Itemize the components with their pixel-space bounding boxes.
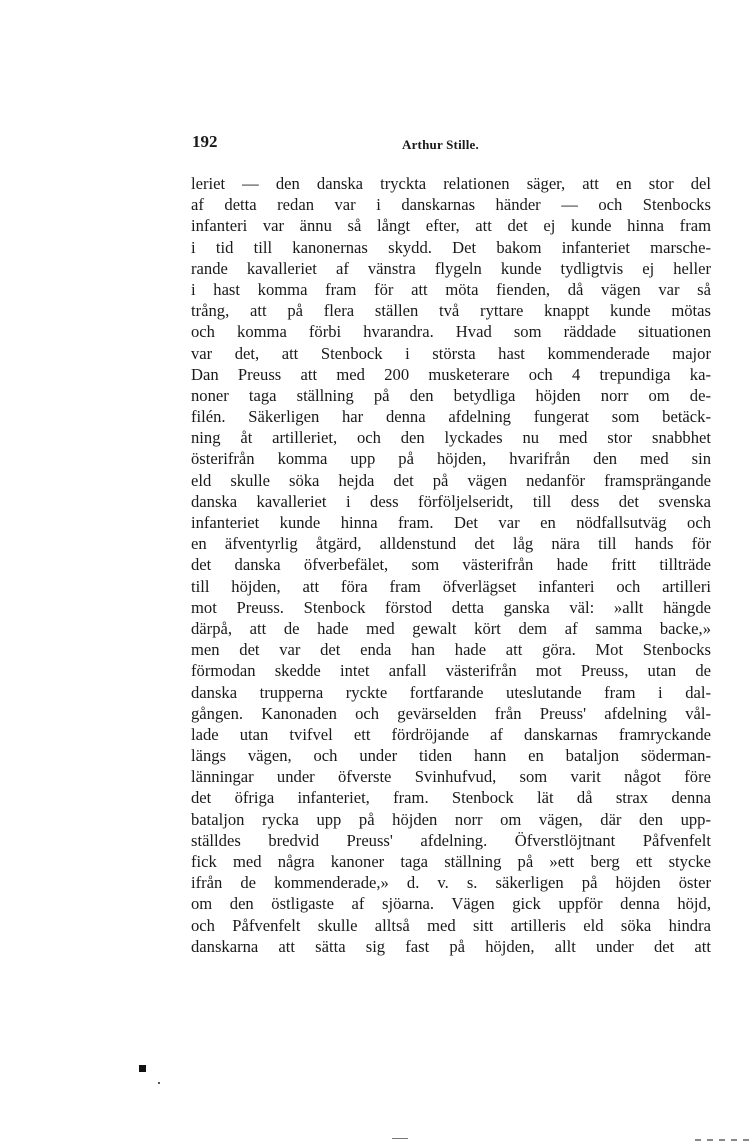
text-line: infanteri var ännu så långt efter, att det ej kunde hinna fram bbox=[191, 216, 711, 236]
text-line: ifrån de kommenderade,» d. v. s. säkerligen på höjden öster bbox=[191, 873, 711, 893]
text-line: eld skulle söka hejda det på vägen nedanför framsprängande bbox=[191, 470, 711, 490]
text-line: var det, att Stenbock i största hast kommenderade major bbox=[191, 343, 711, 363]
text-line: och komma förbi hvarandra. Hvad som räddade situationen bbox=[191, 322, 711, 342]
text-line: filén. Säkerligen har denna afdelning fungerat som betäck- bbox=[191, 407, 711, 427]
text-line: infanteriet kunde hinna fram. Det var en nödfallsutväg och bbox=[191, 513, 711, 532]
text-line: ning åt artilleriet, och den lyckades nu med stor snabbhet bbox=[191, 428, 711, 448]
speck bbox=[158, 1082, 160, 1084]
text-line: förmodan skedde intet anfall västerifrån mot Preuss, utan de bbox=[191, 661, 711, 681]
text-line: det danska öfverbefälet, som västerifrån hade fritt tillträde bbox=[191, 555, 711, 575]
text-line: till höjden, att föra fram öfverlägset infanteri och artilleri bbox=[191, 576, 711, 596]
text-line: men det var det enda han hade att göra. Mot Stenbocks bbox=[191, 640, 711, 660]
text-line: och Påfvenfelt skulle alltså med sitt artilleris eld söka hindra bbox=[191, 915, 711, 935]
edge-marks bbox=[695, 1139, 750, 1141]
text-line: en äfventyrlig åtgärd, alldenstund det låg nära till hands för bbox=[191, 534, 711, 554]
text-line: leriet — den danska tryckta relationen säger, att en stor del bbox=[191, 174, 711, 193]
text-line: det öfriga infanteriet, fram. Stenbock lät då strax denna bbox=[191, 788, 711, 808]
text-line: danska kavalleriet i dess förföljelseridt, till dess det svenska bbox=[191, 491, 711, 511]
body-text bbox=[191, 173, 711, 957]
page-number: 192 bbox=[192, 132, 218, 151]
text-line: i hast komma fram för att möta fienden, då vägen var så bbox=[191, 279, 711, 299]
text-line: trång, att på flera ställen två ryttare knappt kunde mötas bbox=[191, 301, 711, 321]
text-line: bataljon rycka upp på höjden norr om vägen, där den upp- bbox=[191, 809, 711, 829]
text-line: i tid till kanonernas skydd. Det bakom infanteriet marsche- bbox=[191, 237, 711, 257]
text-line: af detta redan var i danskarnas händer — och Stenbocks bbox=[191, 195, 711, 215]
text-line: österifrån komma upp på höjden, hvarifrån den med sin bbox=[191, 449, 711, 469]
text-line: fick med några kanoner taga ställning på »ett berg ett stycke bbox=[191, 852, 711, 871]
text-line: längs vägen, och under tiden hann en bataljon söderman- bbox=[191, 746, 711, 766]
text-line: noner taga ställning på den betydliga höjden norr om de- bbox=[191, 385, 711, 405]
print-mark bbox=[139, 1065, 146, 1072]
text-line: om den östligaste af sjöarna. Vägen gick uppför denna höjd, bbox=[191, 894, 711, 914]
text-line: länningar under öfverste Svinhufvud, som varit något före bbox=[191, 767, 711, 787]
text-line: danska trupperna ryckte fortfarande uteslutande fram i dal- bbox=[191, 682, 711, 702]
text-line: rande kavalleriet af vänstra flygeln kunde tydligtvis ej heller bbox=[191, 258, 711, 278]
running-head: Arthur Stille. bbox=[402, 137, 479, 152]
text-line: danskarna att sätta sig fast på höjden, allt under det att bbox=[191, 936, 711, 956]
text-line: gången. Kanonaden och gevärselden från Preuss' afdelning vål- bbox=[191, 703, 711, 723]
text-line: ställdes bredvid Preuss' afdelning. Öfverstlöjtnant Påfvenfelt bbox=[191, 830, 711, 850]
text-line: Dan Preuss att med 200 musketerare och 4 trepundiga ka- bbox=[191, 364, 711, 384]
bottom-rule bbox=[392, 1138, 408, 1139]
text-line: mot Preuss. Stenbock förstod detta ganska väl: »allt hängde bbox=[191, 597, 711, 617]
text-line: lade utan tvifvel ett fördröjande af danskarnas framryckande bbox=[191, 724, 711, 744]
text-line: därpå, att de hade med gewalt kört dem af samma backe,» bbox=[191, 618, 711, 638]
